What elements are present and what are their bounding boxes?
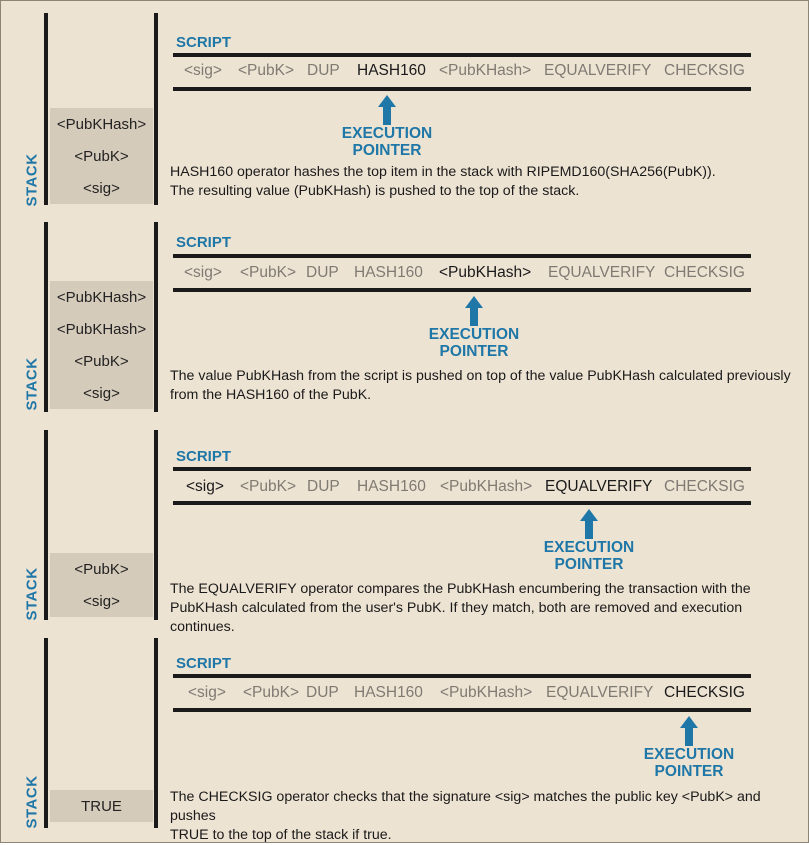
- script-title: SCRIPT: [176, 34, 232, 51]
- script-token-pubk: <PubK>: [240, 478, 297, 495]
- stack-item: <PubKHash>: [50, 313, 153, 345]
- step-panel-3: STACK <PubK> <sig> SCRIPT <sig> <PubK> DUP HASH160 <PubKHash> EQUALVERIFY CHECKSIG EXECUTION POINTER The EQUALVERIFY operator compares the PubKHash encumbering the transaction with the PubKHash calculated from the user's PubK. If they match, both are removed and execution continues.: [0, 0, 809, 630]
- stack-left-bar: [44, 638, 48, 828]
- script-token-pubk: <PubK>: [240, 264, 297, 281]
- script-token-equalverify: EQUALVERIFY: [545, 478, 653, 495]
- stack-item: <PubKHash>: [50, 281, 153, 313]
- script-token-hash160: HASH160: [354, 264, 423, 281]
- script-token-dup: DUP: [306, 264, 339, 281]
- script-title: SCRIPT: [176, 234, 232, 251]
- step-description: The CHECKSIG operator checks that the signature <sig> matches the public key <PubK> and pushes TRUE to the top of the stack if true.: [170, 789, 761, 843]
- script-token-equalverify: EQUALVERIFY: [546, 684, 654, 701]
- step-description: The value PubKHash from the script is pushed on top of the value PubKHash calculated previously from the HASH160 of the PubK.: [170, 368, 791, 403]
- script-token-hash160: HASH160: [357, 478, 426, 495]
- script-token-equalverify: EQUALVERIFY: [544, 62, 652, 79]
- step-description: The EQUALVERIFY operator compares the PubKHash encumbering the transaction with the PubKHash calculated from the user's PubK. If they match, both are removed and execution continues.: [170, 581, 751, 635]
- script-token-checksig: CHECKSIG: [664, 264, 745, 281]
- script-token-pubkhash: <PubKHash>: [440, 684, 533, 701]
- execution-pointer-label: EXECUTION POINTER: [643, 746, 735, 780]
- script-token-sig: <sig>: [186, 478, 224, 495]
- stack-item: <sig>: [50, 585, 153, 617]
- step-panel-1: STACK <PubKHash> <PubK> <sig> SCRIPT <sig> <PubK> DUP HASH160 <PubKHash> EQUALVERIFY CHECKSIG EXECUTION POINTER HASH160 operator hashes the top item in the stack with RIPEMD160(SHA256(PubK)). The resulting value (PubKHash) is pushed to the top of the stack.: [0, 0, 809, 212]
- stack-right-bar: [154, 638, 158, 828]
- script-token-dup: DUP: [307, 478, 340, 495]
- stack-item: <PubK>: [50, 553, 153, 585]
- execution-pointer-label: EXECUTION POINTER: [543, 539, 635, 573]
- script-token-pubkhash: <PubKHash>: [439, 62, 532, 79]
- stack-item: <sig>: [50, 377, 153, 409]
- stack-item: TRUE: [50, 790, 153, 822]
- script-token-sig: <sig>: [188, 684, 226, 701]
- stack-item: <PubK>: [50, 345, 153, 377]
- script-token-checksig: CHECKSIG: [664, 684, 745, 701]
- script-token-dup: DUP: [306, 684, 339, 701]
- script-token-sig: <sig>: [184, 62, 222, 79]
- script-token-hash160: HASH160: [354, 684, 423, 701]
- script-token-pubk: <PubK>: [243, 684, 300, 701]
- script-token-dup: DUP: [307, 62, 340, 79]
- script-bottom-rule: [173, 708, 751, 712]
- script-token-sig: <sig>: [184, 264, 222, 281]
- step-panel-2: STACK <PubKHash> <PubKHash> <PubK> <sig> SCRIPT <sig> <PubK> DUP HASH160 <PubKHash> EQUALVERIFY CHECKSIG EXECUTION POINTER The value PubKHash from the script is pushed on top of the value PubKHash calculated previously from the HASH160 of the PubK.: [0, 0, 809, 420]
- step-panel-4: STACK TRUE SCRIPT <sig> <PubK> DUP HASH160 <PubKHash> EQUALVERIFY CHECKSIG EXECUTION POINTER The CHECKSIG operator checks that the signature <sig> matches the public key <PubK> and pushes TRUE to the top of the stack if true.: [0, 0, 809, 843]
- script-token-pubk: <PubK>: [238, 62, 295, 79]
- script-token-checksig: CHECKSIG: [664, 62, 745, 79]
- script-top-rule: [173, 674, 751, 678]
- script-token-pubkhash: <PubKHash>: [440, 478, 533, 495]
- up-arrow-icon: [680, 716, 698, 746]
- stack-item: <sig>: [50, 172, 153, 204]
- script-title: SCRIPT: [176, 655, 232, 672]
- script-token-checksig: CHECKSIG: [664, 478, 745, 495]
- step-description: HASH160 operator hashes the top item in the stack with RIPEMD160(SHA256(PubK)). The resulting value (PubKHash) is pushed to the top of the stack.: [170, 164, 716, 199]
- script-token-pubkhash: <PubKHash>: [439, 264, 532, 281]
- script-title: SCRIPT: [176, 448, 232, 465]
- stack-item: <PubKHash>: [50, 108, 153, 140]
- script-token-hash160: HASH160: [357, 62, 426, 79]
- execution-pointer-label: EXECUTION POINTER: [428, 326, 520, 360]
- stack-item: <PubK>: [50, 140, 153, 172]
- execution-pointer-label: EXECUTION POINTER: [341, 125, 433, 159]
- script-token-equalverify: EQUALVERIFY: [548, 264, 656, 281]
